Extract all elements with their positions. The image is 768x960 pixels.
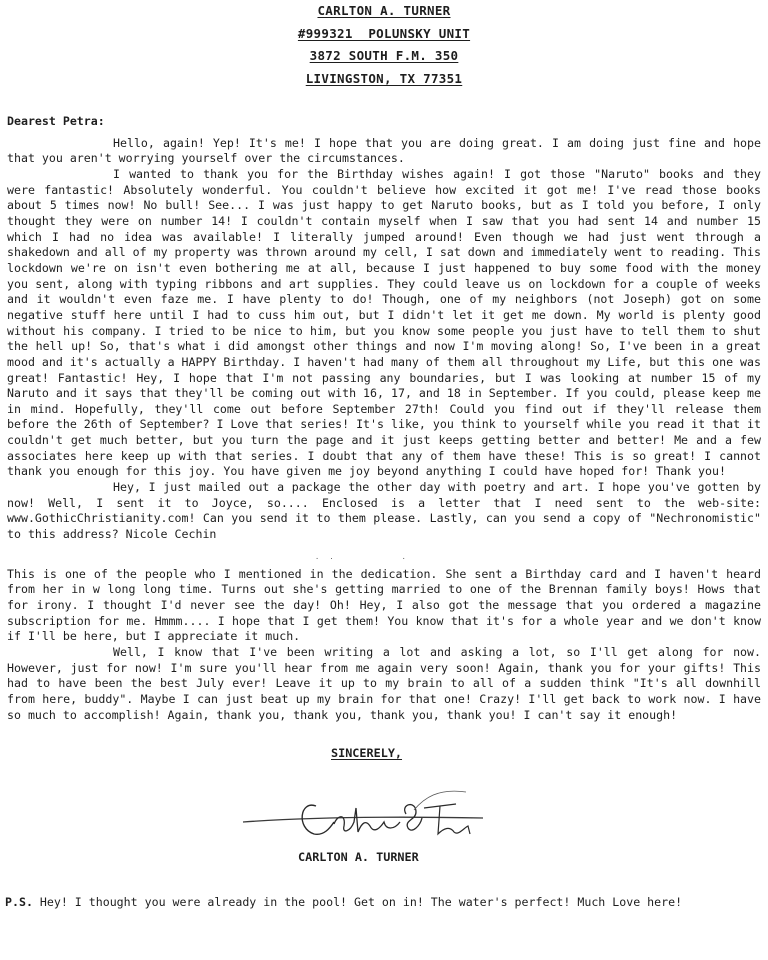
ps-label: P.S. [5,895,33,909]
letter-body [7,114,761,723]
signer-name: CARLTON A. TURNER [298,850,419,864]
paragraph-1: Hello, again! Yep! It's me! I hope that you are doing great. I am doing just fine and hope that you aren't worrying yourself over the circumstances. [7,135,761,166]
salutation: Dearest Petra: [7,114,105,128]
closing: SINCERELY, [331,746,403,760]
paragraph-3: Hey, I just mailed out a package the other day with poetry and art. I hope you've gotten by now! Well, I sent it to Joyce, so.... Enclosed is a letter that I need sent to the web-site: www.GothicChristianity.com! Can you send it to them please. Lastly, can you send a copy of "Nechronomistic" to this address? Nicole Cechin [7,480,761,542]
sender-name: CARLTON A. TURNER [317,3,451,18]
ps-text: Hey! I thought you were already in the pool! Get on in! The water's perfect! Much Love here! [39,895,683,909]
paragraph-2: I wanted to thank you for the Birthday wishes again! I got those "Naruto" books and they were fantastic! Absolutely wonderful. You couldn't believe how excited it got me! I've read those books about 5 times now! No bull! See... I was just happy to get Naruto books, but as I told you before, I only thought they were on number 14! I couldn't contain myself when I saw that you had sent 14 and number 15 which I had no idea was available! I literally jumped around! Even though we had just went through a shakedown and all of my property was thrown around my cell, I sat down and immediately went to reading. This lockdown we're on isn't even bothering me at all, because I just happened to buy some food with the money you sent, along with typing ribbons and art supplies. They could leave us on lockdown for a couple of weeks and it wouldn't even faze me. I have plenty to do! Though, one of my neighbors (not Joseph) got on some negative stuff here until I had to cuss him out, but I didn't let it get me down. My world is plenty good without his company. I tried to be nice to him, but you know some people you just have to tell them to shut the hell up! So, that's what i did amongst other things and now I'm moving along! So, I've been in a great mood and it's actually a HAPPY Birthday. I haven't had many of them all throughout my Life, but this one was great! Fantastic! Hey, I hope that I'm not passing any boundaries, but I was looking at number 15 of my Naruto and it says that they'll be coming out with 16, 17, and 18 in September. If you could, please keep me in mind. Hopefully, they'll come out before September 27th! Could you find out if they'll release them before the 26th of September? I Love that series! It's like, you think to yourself while you read it that it couldn't get much better, but you turn the page and it just keeps getting better and better! Me and a few associates here keep up with that series. I doubt that any of them have these! This is so great! I cannot thank you enough for this joy. You have given me joy beyond anything I could have hoped for! Thank you! [7,166,761,479]
city-state-zip: LIVINGSTON, TX 77351 [305,70,463,86]
street-address: 3872 SOUTH F.M. 350 [309,48,459,63]
postscript [5,895,765,909]
paragraph-4: This is one of the people who I mentioned in the dedication. She sent a Birthday card and I haven't heard from her in w long long time. Turns out she's getting married to one of the Brennan family boys! Hows that for irony. I thought I'd never see the day! Oh! Hey, I also got the message that you ordered a magazine subscription for me. Hmmm.... I hope that I get them! You know that it's for a whole year and we don't know if I'll be here, but I appreciate it much. [7,566,761,644]
redacted-address-gap: . . . [315,552,409,561]
inmate-unit: #999321 POLUNSKY UNIT [297,25,471,41]
return-address [0,2,768,92]
paragraph-5: Well, I know that I've been writing a lot and asking a lot, so I'll get along for now. However, just for now! I'm sure you'll hear from me again very soon! Again, thank you for your gifts! This had to have been the best July ever! Leave it up to my brain to all of a sudden think "It's all downhill from here, buddy". Maybe I can just beat up my brain for that one! Crazy! I'll get back to work now. I have so much to accomplish! Again, thank you, thank you, thank you, thank you! I can't say it enough! [7,645,761,722]
handwritten-signature-icon [238,778,488,854]
